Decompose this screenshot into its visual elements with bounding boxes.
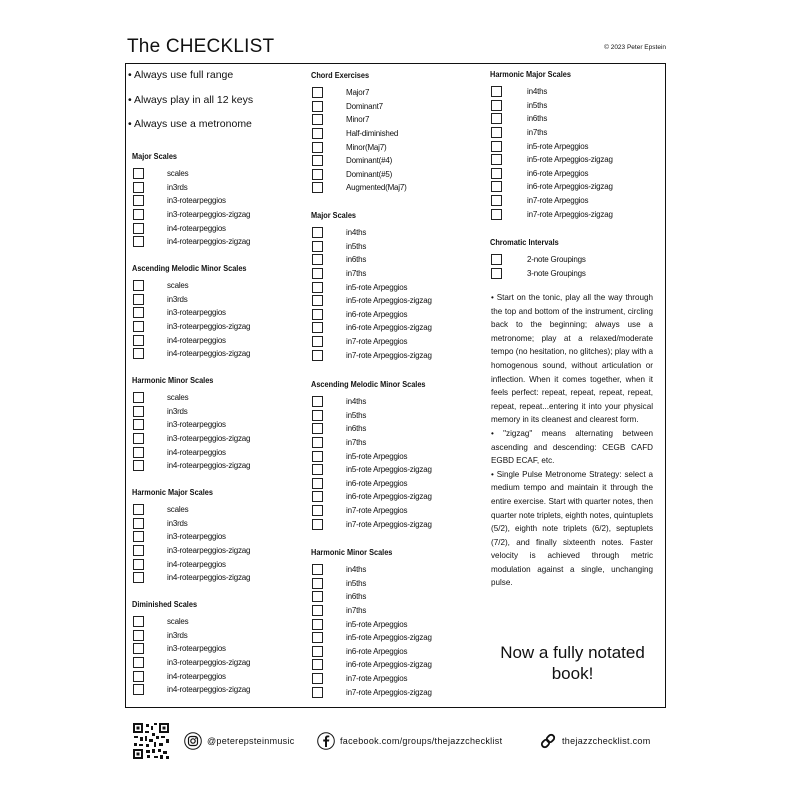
checkbox[interactable] xyxy=(491,127,502,138)
checkbox[interactable] xyxy=(133,168,144,179)
checkbox[interactable] xyxy=(312,241,323,252)
checklist-item xyxy=(133,445,226,459)
checklist-item-label: in3-rotearpeggios xyxy=(167,308,226,318)
checkbox[interactable] xyxy=(133,572,144,583)
checklist-item xyxy=(312,294,432,308)
checkbox[interactable] xyxy=(312,591,323,602)
checkbox[interactable] xyxy=(312,114,323,125)
checklist-item-label: in5ths xyxy=(346,241,367,251)
section-heading: Major Scales xyxy=(132,152,178,161)
checkbox[interactable] xyxy=(312,227,323,238)
section-heading: Harmonic Major Scales xyxy=(490,70,572,79)
checklist-item xyxy=(312,645,407,659)
checkbox[interactable] xyxy=(133,433,144,444)
checkbox[interactable] xyxy=(133,280,144,291)
instructions xyxy=(491,291,653,590)
checklist-item xyxy=(312,449,407,463)
checklist-item-label: in7ths xyxy=(346,269,367,279)
checklist-item-label: in3-rotearpeggios-zigzag xyxy=(167,658,251,668)
checkbox[interactable] xyxy=(312,646,323,657)
checklist-item-label: in7-rote Arpeggios xyxy=(527,196,589,206)
checklist-item-label: in5-rote Arpeggios-zigzag xyxy=(346,633,432,643)
checkbox[interactable] xyxy=(312,254,323,265)
checkbox[interactable] xyxy=(312,309,323,320)
checkbox[interactable] xyxy=(133,419,144,430)
section-heading: Diminished Scales xyxy=(132,600,198,609)
checklist-item-label: in6ths xyxy=(346,592,367,602)
instagram-icon xyxy=(184,732,202,750)
checklist-item xyxy=(312,253,366,267)
checklist-item-label: in6-rote Arpeggios xyxy=(346,646,408,656)
checklist-item xyxy=(491,180,613,194)
checkbox[interactable] xyxy=(133,616,144,627)
section-heading: Ascending Melodic Minor Scales xyxy=(311,380,426,389)
checklist-item-label: in3rds xyxy=(167,406,188,416)
instruction-paragraph: • Single Pulse Metronome Strategy: select a medium tempo and maintain it through the entire exercise. Start with quarter notes, then quarter note triplets, eighth notes, quintuplets (5/2), eighth note triplets (6/2), septuplets (7/2), and finally sixteenth notes. Faster velocity is achieved through metric modulation against a single, unchanging pulse. xyxy=(491,469,653,588)
checkbox[interactable] xyxy=(133,545,144,556)
checkbox[interactable] xyxy=(312,128,323,139)
checklist-item-label: Dominant(#5) xyxy=(346,169,393,179)
checklist-item xyxy=(312,577,366,591)
checkbox[interactable] xyxy=(312,564,323,575)
checkbox[interactable] xyxy=(312,87,323,98)
checkbox[interactable] xyxy=(312,505,323,516)
checklist-item-label: in7-rote Arpeggios xyxy=(346,506,408,516)
checkbox[interactable] xyxy=(312,396,323,407)
checklist-item-label: in4-rotearpeggios-zigzag xyxy=(167,685,251,695)
checklist-item xyxy=(491,194,588,208)
section-heading: Chord Exercises xyxy=(311,71,370,80)
checkbox[interactable] xyxy=(133,392,144,403)
checklist-item xyxy=(312,463,432,477)
checklist-item xyxy=(133,405,188,419)
checkbox[interactable] xyxy=(312,451,323,462)
checklist-item-label: in4-rotearpeggios xyxy=(167,671,226,681)
page-title: The CHECKLIST xyxy=(127,36,275,57)
checklist-item xyxy=(312,422,366,436)
checkbox[interactable] xyxy=(491,181,502,192)
checklist-item xyxy=(312,631,432,645)
checklist-item-label: in5-rote Arpeggios xyxy=(527,141,589,151)
checklist-item-label: in6-rote Arpeggios-zigzag xyxy=(346,323,432,333)
checklist-item-label: scales xyxy=(167,169,189,179)
qr-code-icon xyxy=(132,722,170,760)
checklist-item-label: in3-rotearpeggios xyxy=(167,532,226,542)
checkbox[interactable] xyxy=(312,322,323,333)
checklist-item xyxy=(133,656,250,670)
bullet-text: Always use a metronome xyxy=(134,118,252,130)
checkbox[interactable] xyxy=(312,182,323,193)
checklist-item-label: in3-rotearpeggios-zigzag xyxy=(167,546,251,556)
checkbox[interactable] xyxy=(491,100,502,111)
checklist-item xyxy=(491,167,588,181)
checklist-item xyxy=(312,181,407,195)
checklist-item-label: in5-rote Arpeggios-zigzag xyxy=(346,465,432,475)
checklist-item xyxy=(133,208,250,222)
facebook-url: facebook.com/groups/thejazzchecklist xyxy=(340,736,503,746)
checklist-item-label: in6ths xyxy=(527,114,548,124)
checklist-item xyxy=(133,530,226,544)
checkbox[interactable] xyxy=(133,182,144,193)
checklist-item xyxy=(312,504,407,518)
checkbox[interactable] xyxy=(312,659,323,670)
checkbox[interactable] xyxy=(133,307,144,318)
checklist-item-label: scales xyxy=(167,393,189,403)
checklist-item-label: in4-rotearpeggios xyxy=(167,559,226,569)
checkbox[interactable] xyxy=(312,632,323,643)
checkbox[interactable] xyxy=(133,335,144,346)
bullet-item: • Always play in all 12 keys xyxy=(128,94,254,106)
checkbox[interactable] xyxy=(312,101,323,112)
checklist-item xyxy=(312,658,432,672)
checklist-item xyxy=(312,127,398,141)
checkbox[interactable] xyxy=(133,348,144,359)
checkbox[interactable] xyxy=(133,630,144,641)
checklist-item xyxy=(491,207,613,221)
checklist-item-label: in5-rote Arpeggios-zigzag xyxy=(527,155,613,165)
checklist-item-label: in7ths xyxy=(346,438,367,448)
checklist-item-label: in5ths xyxy=(527,100,548,110)
checklist-item xyxy=(133,320,250,334)
checklist-item-label: in3-rotearpeggios xyxy=(167,420,226,430)
checklist-item xyxy=(133,669,226,683)
checklist-item-label: in4-rotearpeggios-zigzag xyxy=(167,349,251,359)
checkbox[interactable] xyxy=(491,195,502,206)
checkbox[interactable] xyxy=(312,437,323,448)
section-heading: Ascending Melodic Minor Scales xyxy=(132,264,247,273)
copyright: © 2023 Peter Epstein xyxy=(604,44,666,51)
checklist-item-label: in4-rotearpeggios xyxy=(167,223,226,233)
checkbox[interactable] xyxy=(312,491,323,502)
checklist-item xyxy=(133,418,226,432)
checklist-item-label: in6-rote Arpeggios xyxy=(346,309,408,319)
checklist-item xyxy=(133,293,188,307)
checkbox[interactable] xyxy=(133,460,144,471)
checklist-item-label: Dominant(#4) xyxy=(346,156,393,166)
checklist-item xyxy=(312,240,366,254)
checkbox[interactable] xyxy=(133,236,144,247)
bullet-item: • Always use full range xyxy=(128,69,234,81)
checklist-item xyxy=(312,436,366,450)
checklist-item-label: in4-rotearpeggios xyxy=(167,335,226,345)
checklist-item-label: in5ths xyxy=(346,410,367,420)
checklist-item xyxy=(133,683,250,697)
checklist-item xyxy=(312,100,383,114)
checklist-item xyxy=(133,235,250,249)
checkbox[interactable] xyxy=(133,321,144,332)
checklist-item-label: in4-rotearpeggios-zigzag xyxy=(167,573,251,583)
checklist-item-label: in4ths xyxy=(527,87,548,97)
checklist-item xyxy=(133,333,226,347)
link-icon xyxy=(539,732,557,750)
checkbox[interactable] xyxy=(133,294,144,305)
checkbox[interactable] xyxy=(133,504,144,515)
checklist-item xyxy=(491,85,547,99)
checklist-item-label: in7-rote Arpeggios xyxy=(346,674,408,684)
checklist-item xyxy=(312,308,407,322)
checklist-item xyxy=(133,432,250,446)
checklist-item-label: in4-rotearpeggios-zigzag xyxy=(167,461,251,471)
checklist-item-label: in3-rotearpeggios xyxy=(167,644,226,654)
checklist-frame xyxy=(125,63,666,708)
checklist-item xyxy=(491,99,547,113)
checkbox[interactable] xyxy=(133,671,144,682)
checkbox[interactable] xyxy=(312,282,323,293)
checkbox[interactable] xyxy=(312,336,323,347)
checklist-item-label: in3-rotearpeggios-zigzag xyxy=(167,322,251,332)
checklist-item xyxy=(312,348,432,362)
checklist-item xyxy=(312,617,407,631)
checklist-item-label: in3-rotearpeggios xyxy=(167,196,226,206)
checkbox[interactable] xyxy=(312,142,323,153)
checklist-item-label: in7ths xyxy=(527,128,548,138)
checkbox[interactable] xyxy=(312,519,323,530)
checkbox[interactable] xyxy=(491,268,502,279)
checklist-item xyxy=(133,642,226,656)
checklist-item xyxy=(133,279,188,293)
checklist-item xyxy=(312,409,366,423)
promo-text: Now a fully notated book! xyxy=(500,643,645,683)
checklist-item-label: Augmented(Maj7) xyxy=(346,183,407,193)
checklist-item-label: in7-rote Arpeggios xyxy=(346,337,408,347)
checklist-item-label: in3rds xyxy=(167,518,188,528)
checkbox[interactable] xyxy=(312,155,323,166)
checkbox[interactable] xyxy=(133,518,144,529)
checkbox[interactable] xyxy=(133,657,144,668)
checklist-item-label: in5-rote Arpeggios xyxy=(346,619,408,629)
checklist-item xyxy=(491,139,588,153)
checklist-item xyxy=(312,395,366,409)
checkbox[interactable] xyxy=(491,154,502,165)
checklist-item xyxy=(491,112,547,126)
checklist-item xyxy=(133,221,226,235)
checkbox[interactable] xyxy=(312,268,323,279)
checklist-item xyxy=(491,253,586,267)
checklist-item xyxy=(133,181,188,195)
checklist-item-label: in3-rotearpeggios-zigzag xyxy=(167,210,251,220)
checkbox[interactable] xyxy=(491,141,502,152)
checklist-item xyxy=(312,86,369,100)
checklist-item-label: in3-rotearpeggios-zigzag xyxy=(167,434,251,444)
checklist-item xyxy=(312,226,366,240)
checklist-item-label: in3rds xyxy=(167,630,188,640)
checklist-item-label: 3-note Groupings xyxy=(527,268,586,278)
checklist-item-label: in4ths xyxy=(346,228,367,238)
checklist-item xyxy=(133,544,250,558)
checklist-item-label: in7-rote Arpeggios-zigzag xyxy=(346,519,432,529)
checklist-item-label: in5-rote Arpeggios xyxy=(346,451,408,461)
checkbox[interactable] xyxy=(312,464,323,475)
footer xyxy=(0,722,792,772)
checklist-item xyxy=(133,459,250,473)
checklist-item xyxy=(312,590,366,604)
section-heading: Harmonic Major Scales xyxy=(132,488,214,497)
checklist-item xyxy=(312,490,432,504)
checklist-item xyxy=(312,477,407,491)
checklist-item-label: in4-rotearpeggios-zigzag xyxy=(167,237,251,247)
checklist-item-label: Half-diminished xyxy=(346,129,399,139)
section-heading: Major Scales xyxy=(311,211,357,220)
checkbox[interactable] xyxy=(133,195,144,206)
checklist-item-label: in6-rote Arpeggios-zigzag xyxy=(527,182,613,192)
checklist-item xyxy=(312,140,386,154)
checklist-item xyxy=(133,571,250,585)
checkbox[interactable] xyxy=(133,223,144,234)
checklist-item-label: in4ths xyxy=(346,397,367,407)
checklist-item-label: in3rds xyxy=(167,182,188,192)
checkbox[interactable] xyxy=(312,605,323,616)
checklist-item xyxy=(312,672,407,686)
checkbox[interactable] xyxy=(312,169,323,180)
checkbox[interactable] xyxy=(312,673,323,684)
bullet-text: Always use full range xyxy=(134,69,234,81)
checklist-item-label: in4ths xyxy=(346,565,367,575)
checklist-item xyxy=(312,168,392,182)
bullet-item: • Always use a metronome xyxy=(128,118,252,130)
checklist-item-label: in7-rote Arpeggios-zigzag xyxy=(346,687,432,697)
checklist-item xyxy=(133,503,188,517)
checklist-item-label: in7-rote Arpeggios-zigzag xyxy=(346,350,432,360)
checklist-item-label: in4-rotearpeggios xyxy=(167,447,226,457)
checklist-item xyxy=(133,306,226,320)
checklist-item xyxy=(312,267,366,281)
bullet-text: Always play in all 12 keys xyxy=(134,94,254,106)
checkbox[interactable] xyxy=(491,168,502,179)
checklist-item-label: scales xyxy=(167,505,189,515)
checkbox[interactable] xyxy=(133,531,144,542)
instagram-handle: @peterepsteinmusic xyxy=(207,736,295,746)
checklist-item xyxy=(312,335,407,349)
checkbox[interactable] xyxy=(312,423,323,434)
checklist-item xyxy=(312,154,392,168)
checkbox[interactable] xyxy=(491,209,502,220)
checklist-item xyxy=(312,113,369,127)
checklist-item xyxy=(491,153,613,167)
checklist-item xyxy=(491,267,586,281)
checkbox[interactable] xyxy=(133,209,144,220)
checklist-item xyxy=(312,280,407,294)
checkbox[interactable] xyxy=(133,406,144,417)
checklist-item xyxy=(133,347,250,361)
checklist-item-label: Dominant7 xyxy=(346,101,383,111)
checklist-item-label: in3rds xyxy=(167,294,188,304)
checklist-item xyxy=(133,391,188,405)
checklist-item xyxy=(133,557,226,571)
checkbox[interactable] xyxy=(312,619,323,630)
website-link[interactable] xyxy=(539,732,651,750)
checkbox[interactable] xyxy=(491,254,502,265)
checklist-item-label: Minor(Maj7) xyxy=(346,142,387,152)
facebook-icon xyxy=(317,732,335,750)
checklist-item xyxy=(133,167,188,181)
facebook-link[interactable] xyxy=(317,732,502,750)
checkbox[interactable] xyxy=(312,350,323,361)
checklist-item-label: in6-rote Arpeggios-zigzag xyxy=(346,660,432,670)
checklist-item xyxy=(312,321,432,335)
checklist-item xyxy=(133,615,188,629)
section-heading: Harmonic Minor Scales xyxy=(132,376,214,385)
checklist-item-label: scales xyxy=(167,281,189,291)
checklist-item-label: in6-rote Arpeggios xyxy=(527,168,589,178)
checklist-item-label: in5-rote Arpeggios-zigzag xyxy=(346,296,432,306)
instruction-paragraph: • "zigzag" means alternating between ascending and descending: CEGB CAFD EGBD ECAF, etc. xyxy=(491,428,653,466)
checkbox[interactable] xyxy=(133,447,144,458)
checklist-item-label: in6-rote Arpeggios xyxy=(346,478,408,488)
checklist-item-label: in6ths xyxy=(346,424,367,434)
checkbox[interactable] xyxy=(491,113,502,124)
checkbox[interactable] xyxy=(312,478,323,489)
checklist-item-label: in6-rote Arpeggios-zigzag xyxy=(346,492,432,502)
checklist-item xyxy=(312,604,366,618)
checklist-item-label: in5ths xyxy=(346,578,367,588)
checklist-item xyxy=(312,517,432,531)
checkbox[interactable] xyxy=(133,684,144,695)
checklist-item-label: Major7 xyxy=(346,88,370,98)
checkbox[interactable] xyxy=(312,410,323,421)
checklist-item xyxy=(133,194,226,208)
checklist-item xyxy=(312,563,366,577)
section-heading: Chromatic Intervals xyxy=(490,238,559,247)
checkbox[interactable] xyxy=(133,559,144,570)
website-url: thejazzchecklist.com xyxy=(562,736,651,746)
checklist-item xyxy=(133,629,188,643)
checklist-item-label: Minor7 xyxy=(346,115,370,125)
checklist-item xyxy=(312,685,432,699)
checklist-item-label: scales xyxy=(167,617,189,627)
checklist-item-label: in5-rote Arpeggios xyxy=(346,282,408,292)
checklist-item xyxy=(491,126,547,140)
checkbox[interactable] xyxy=(312,687,323,698)
section-heading: Harmonic Minor Scales xyxy=(311,548,393,557)
checklist-item-label: 2-note Groupings xyxy=(527,255,586,265)
checkbox[interactable] xyxy=(133,643,144,654)
checkbox[interactable] xyxy=(312,578,323,589)
checkbox[interactable] xyxy=(312,295,323,306)
instagram-link[interactable] xyxy=(184,732,295,750)
checklist-item-label: in7-rote Arpeggios-zigzag xyxy=(527,209,613,219)
instruction-paragraph: • Start on the tonic, play all the way through the top and bottom of the instrument, circling back to the beginning; always use a metronome; play at a relaxed/moderate tempo (no hesitation, no glitches); play with a homogenous sound, without articulation or inflection. When it comes together, when it feels perfect: repeat, repeat, repeat, repeat, repeat, repeat...entering it into your physical memory in its cleanest and clearest form. xyxy=(491,293,653,425)
checkbox[interactable] xyxy=(491,86,502,97)
checklist-item xyxy=(133,517,188,531)
checklist-item-label: in7ths xyxy=(346,606,367,616)
checklist-item-label: in6ths xyxy=(346,255,367,265)
